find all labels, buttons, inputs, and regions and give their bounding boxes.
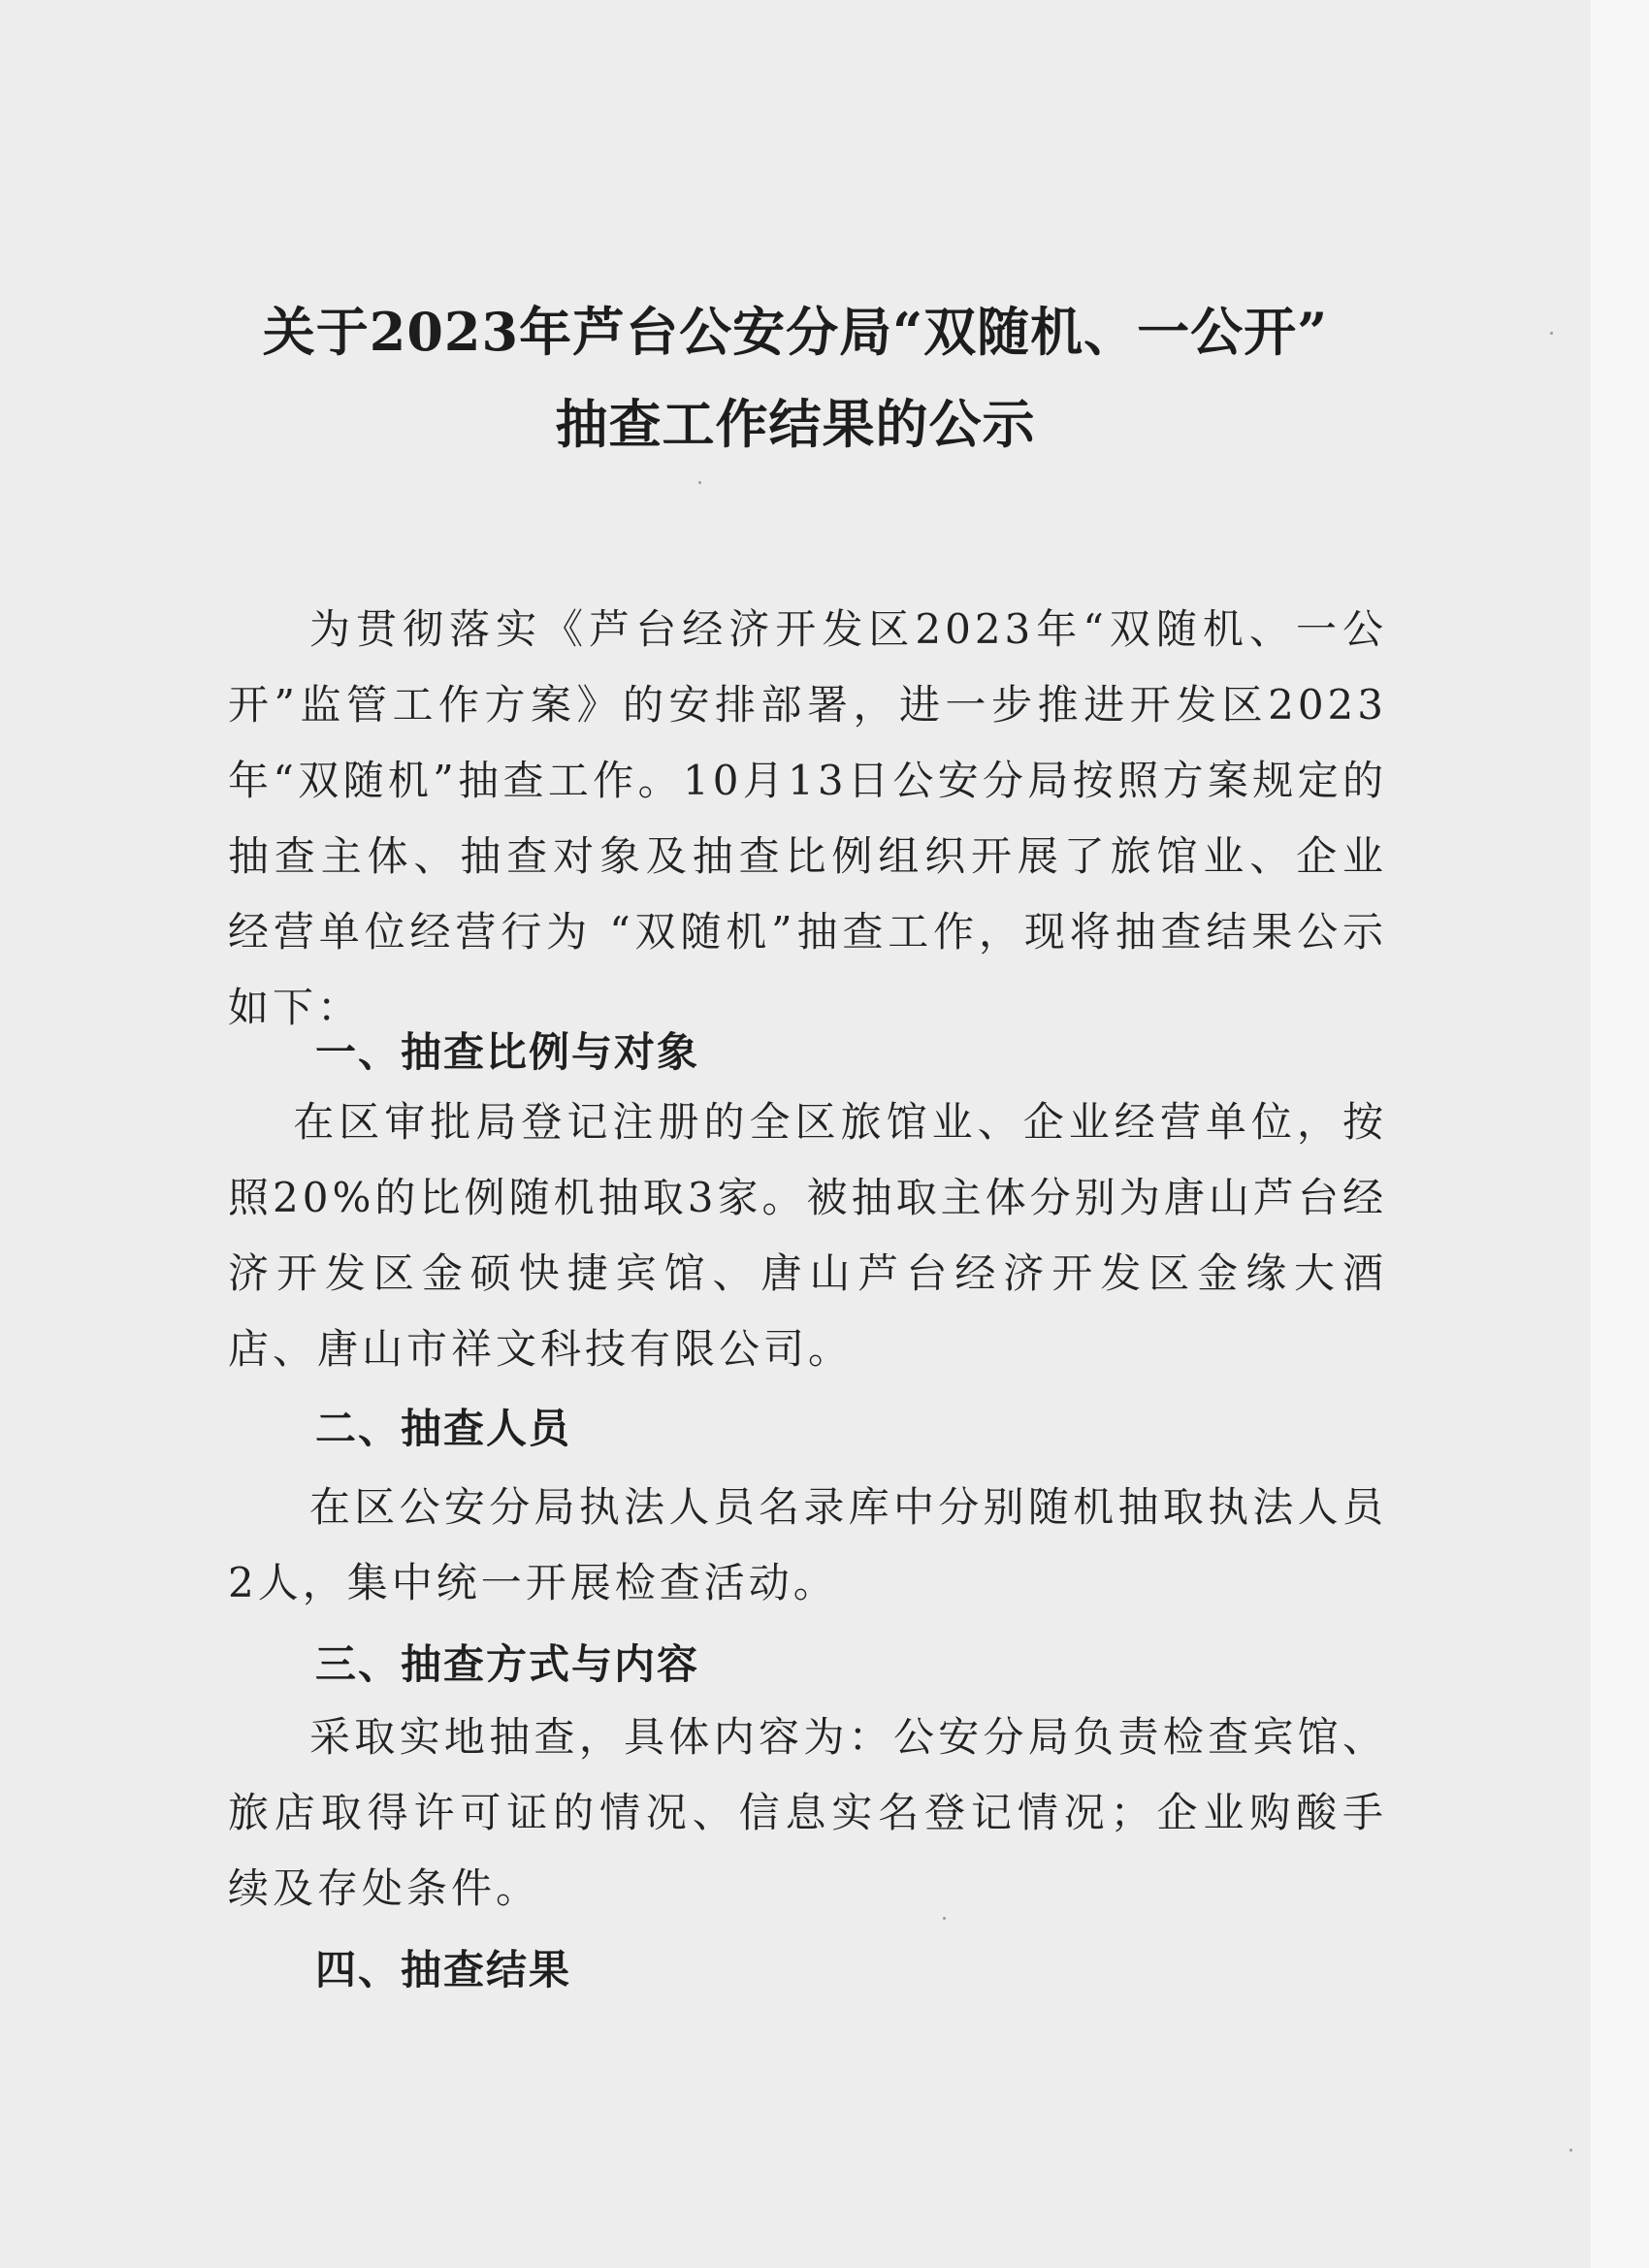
section-body-method-content: 采取实地抽查，具体内容为：公安分局负责检查宾馆、旅店取得许可证的情况、信息实名登记情况；企业购酸手续及存处条件。 (228, 1713, 1387, 1912)
scan-speck (943, 1917, 946, 1920)
intro-paragraph: 为贯彻落实《芦台经济开发区2023年“双随机、一公开”监管工作方案》的安排部署，进一步推进开发区2023年“双随机”抽查工作。10月13日公安分局按照方案规定的抽查主体、抽查对象及抽查比例组织开展了旅馆业、企业经营单位经营行为 “双随机”抽查工作，现将抽查结果公示如下： (228, 605, 1387, 1031)
section-heading-results: 四、抽查结果 (315, 1946, 572, 1993)
section-heading-method-content: 三、抽查方式与内容 (315, 1640, 700, 1688)
scan-speck (1569, 2149, 1572, 2152)
scan-speck (698, 481, 701, 484)
section-body-inspectors: 在区公安分局执法人员名录库中分别随机抽取执法人员2人，集中统一开展检查活动。 (228, 1483, 1387, 1606)
document-title-line-2: 抽查工作结果的公示 (555, 393, 1036, 455)
scan-margin (1591, 0, 1649, 2268)
scan-speck (1550, 332, 1553, 335)
section-heading-sampling-ratio: 一、抽查比例与对象 (315, 1028, 700, 1076)
document-title-line-1: 关于2023年芦台公安分局“双随机、一公开” (262, 301, 1329, 363)
section-body-sampling-ratio: 在区审批局登记注册的全区旅馆业、企业经营单位，按照20%的比例随机抽取3家。被抽取主体分别为唐山芦台经济开发区金硕快捷宾馆、唐山芦台经济开发区金缘大酒店、唐山市祥文科技有限公司。 (228, 1098, 1387, 1373)
section-heading-inspectors: 二、抽查人员 (315, 1405, 572, 1452)
